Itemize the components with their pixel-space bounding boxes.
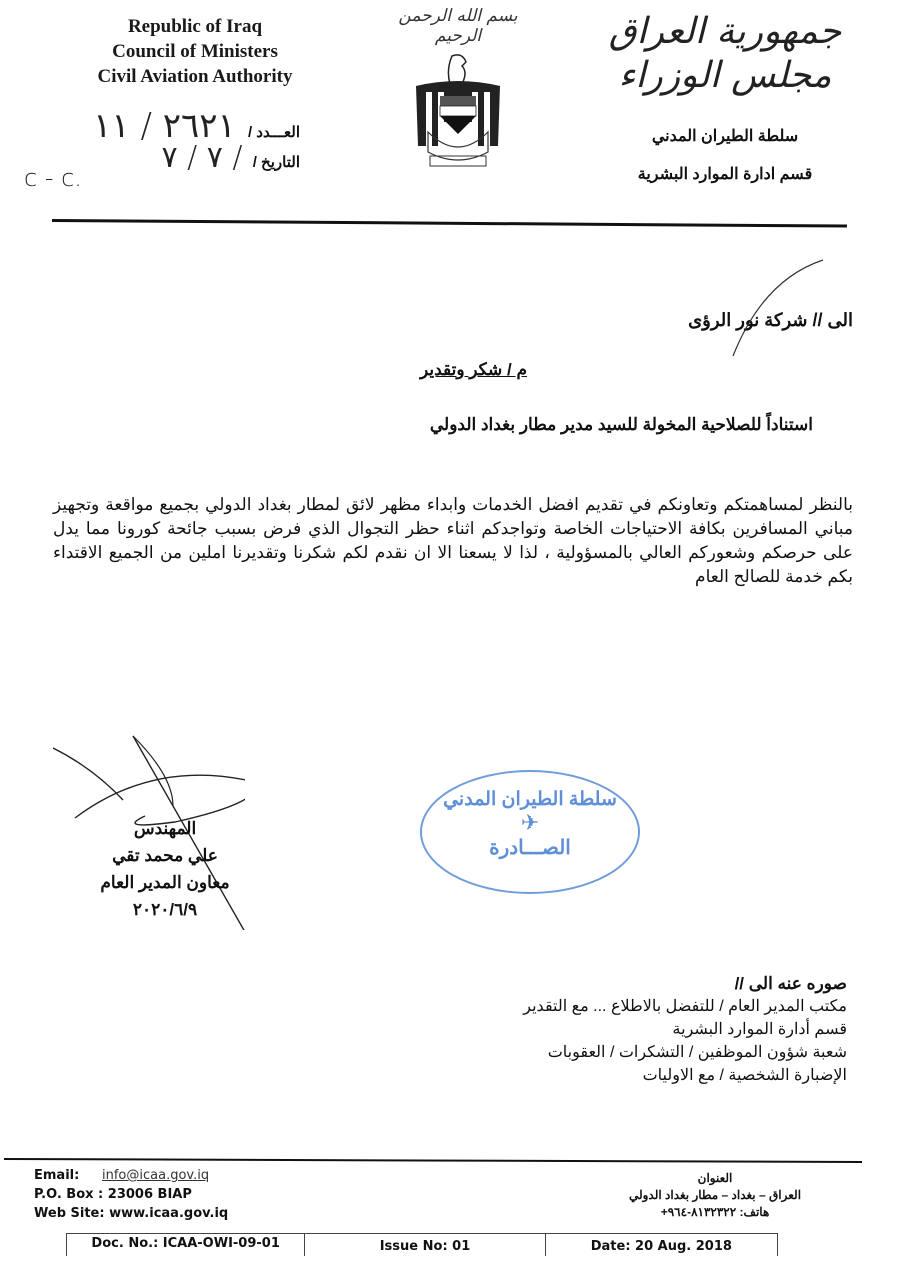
arabic-calligraphy-council: مجلس الوزراء xyxy=(618,55,832,96)
copy-item: قسم أدارة الموارد البشرية xyxy=(672,1021,847,1038)
preamble: استناداً للصلاحية المخولة للسيد مدير مطار بغداد الدولي xyxy=(429,415,813,434)
english-line-country: Republic of Iraq xyxy=(127,16,263,37)
copy-item: الإضبارة الشخصية / مع الاوليات xyxy=(642,1067,847,1084)
official-stamp xyxy=(420,770,640,894)
airplane-icon: ✈ xyxy=(520,810,540,835)
signature-date: ٢٠٢٠/٦/٩ xyxy=(132,900,198,919)
english-line-authority: Civil Aviation Authority xyxy=(97,66,293,87)
arabic-letterhead xyxy=(605,10,845,194)
footer-divider xyxy=(4,1158,862,1163)
arabic-calligraphy-republic: جمهورية العراق xyxy=(608,11,842,52)
pobox-label: P.O. Box : xyxy=(34,1187,104,1202)
copy-item: مكتب المدير العام / للتفضل بالاطلاع ... مع التقدير xyxy=(523,998,847,1015)
stamp-bottom-text: الصـــادرة xyxy=(489,837,571,859)
signatory-name: علي محمد تقي xyxy=(112,846,218,865)
handwritten-note: c - c. xyxy=(24,164,82,192)
footer-contact xyxy=(34,1166,228,1223)
document-control-box xyxy=(66,1233,778,1256)
issue-number: Issue No: 01 xyxy=(304,1234,544,1256)
basmala: بسم الله الرحمن الرحيم xyxy=(398,6,518,46)
address-value: العراق – بغداد – مطار بغداد الدولي xyxy=(628,1188,802,1202)
stamp-top-text: سلطة الطيران المدني xyxy=(443,789,617,810)
english-line-council: Council of Ministers xyxy=(112,41,278,62)
footer-address xyxy=(585,1170,845,1221)
copies-block xyxy=(377,972,847,1087)
signatory-title: المهندس xyxy=(133,819,197,838)
iraq-eagle-emblem-icon xyxy=(412,52,504,180)
email-label: Email: xyxy=(34,1168,80,1183)
pobox-value: 23006 BIAP xyxy=(107,1187,192,1202)
email-link[interactable]: info@icaa.gov.iq xyxy=(102,1168,210,1183)
copies-heading: صوره عنه الى // xyxy=(734,974,847,993)
address-title: العنوان xyxy=(697,1171,733,1185)
reference-number-value: ٢٦٢١ / ١١ xyxy=(93,106,236,146)
copy-item: شعبة شؤون الموظفين / التشكرات / العقوبات xyxy=(547,1044,847,1061)
phone-number: هاتف: ٨١٣٢٣٢٢-٩٦٤+ xyxy=(660,1205,770,1219)
date-row xyxy=(130,140,300,175)
handwritten-slash-mark xyxy=(715,258,825,358)
website-link[interactable]: www.icaa.gov.iq xyxy=(109,1206,229,1221)
subject: م / شكر وتقدير xyxy=(419,360,527,379)
date-label: التاريخ / xyxy=(252,154,300,171)
date-value: / ٧ / ٧ xyxy=(161,140,243,175)
doc-date: Date: 20 Aug. 2018 xyxy=(545,1234,778,1256)
signatory-position: معاون المدير العام xyxy=(100,873,230,892)
arabic-org-name: سلطة الطيران المدني xyxy=(651,128,799,145)
website-label: Web Site: xyxy=(34,1206,105,1221)
recipient: الى // شركة نور الرؤى xyxy=(688,310,853,330)
arabic-department: قسم ادارة الموارد البشرية xyxy=(637,166,813,183)
doc-number: Doc. No.: ICAA-OWI-09-01 xyxy=(66,1234,304,1256)
english-letterhead xyxy=(60,14,330,89)
signature-block xyxy=(90,815,240,923)
letter-body: بالنظر لمساهمتكم وتعاونكم في تقديم افضل الخدمات وابداء مظهر لائق لمطار بغداد الدولي بجميع مواقعة وتجهيز مباني المسافرين بكافة الاحتياجات الخاصة وتواجدكم اثناء حظر التجوال الذي فرض بسبب جائحة كورونا مما يدل على حرصكم وشعوركم العالي بالمسؤولية ، لذا لا يسعنا الا ان نقدم لكم شكرنا وتقديرنا املين من الجميع الاقتداء بكم خدمة للصالح العام xyxy=(53,495,853,586)
header-divider xyxy=(52,219,847,228)
reference-number-label: العـــدد / xyxy=(247,124,300,141)
emblem-block xyxy=(388,6,528,185)
